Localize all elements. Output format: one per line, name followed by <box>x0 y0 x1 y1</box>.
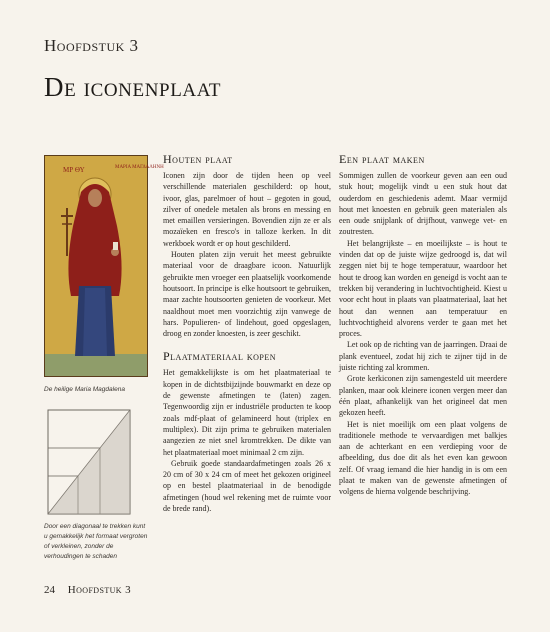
paragraph: Sommigen zullen de voorkeur geven aan een oud stuk hout; mogelijk vindt u een stuk hout dat ouderdom en geschiedenis ademt. Maar vermijd hout met knoesten en gebruik geen materialen als een oude snijplank of drijfhout, vanwege vet- en zoutresten. <box>339 171 507 237</box>
inscription-left: ΜΡ ΘΥ <box>63 166 85 174</box>
page-title: De iconenplaat <box>44 72 222 102</box>
paragraph: Gebruik goede standaardafmetingen zoals 26 x 20 cm of 30 x 24 cm of meet het gekozen origineel op en bestel plaatmateriaal in de benodigde afmetingen (houd wel rekening met de ruimte voor de brede rand). <box>163 458 331 514</box>
icon-painting-image <box>44 155 164 377</box>
paragraph: Iconen zijn door de tijden heen op veel verschillende materialen geschilderd: op hout, ivoor, glas, parelmoer of hout – gegoten in goud, zilver of onedele metalen als brons en messing en met emaillen versieringen. Bovendien zijn ze er als mozaïeken en fresco's in talloze kerken. In dit werkboek wordt er op hout geschilderd. <box>163 171 331 248</box>
section-heading-een-plaat-maken: Een plaat maken <box>339 152 425 166</box>
section-heading-plaatmateriaal-kopen: Plaatmateriaal kopen <box>163 349 277 364</box>
diagonal-diagram <box>44 406 134 518</box>
rectangle-diagonal-diagram <box>44 406 134 518</box>
paragraph: Het belangrijkste – en moeilijkste – is hout te vinden dat op de juiste wijze gedroogd is, dat wil zeggen niet bij te hoge temperatuur, waardoor het hout te droog kan worden en geneigd is vocht aan te trekken bij verandering in luchtvochtigheid. Kiest u voor echt hout in plaats van plaatmateriaal, laat het hout dan wennen aan temperatuur en luchtvochtigheid alvorens verder te gaan met het proces. <box>339 238 507 339</box>
page-footer <box>44 584 131 596</box>
paragraph: Grote kerkiconen zijn samengesteld uit meerdere planken, maar ook kleinere iconen vergen meer dan één plaat, afhankelijk van het origineel dat men gekozen heeft. <box>339 374 507 418</box>
inscription-right: ΜΑΡΙΑ ΜΑΓΔΑΛΗΝΗ <box>115 165 164 170</box>
chapter-label: Hoofdstuk 3 <box>44 36 139 55</box>
paragraph: Let ook op de richting van de jaarringen. Draai de plank eventueel, zodat hij zich te zijner tijd in de juiste richting zal krommen. <box>339 340 507 373</box>
page-number: 24 <box>44 584 55 596</box>
figure-caption-icon: De heilige Maria Magdalena <box>44 386 125 393</box>
figure-caption-diagram: Door een diagonaal te trekken kunt u gemakkelijk het formaat vergroten of verkleinen, zonder de verhoudingen te schaden <box>44 523 148 560</box>
maria-magdalena-icon <box>45 156 164 376</box>
footer-chapter: Hoofdstuk 3 <box>67 584 132 596</box>
paragraph: Het is niet moeilijk om een plaat volgens de traditionele methode te vervaardigen met balkjes aan de achterkant en een verdieping voor de afbeelding, dus doe dit als het even kan gewoon zelf. Of vraag iemand die hier handig in is om een plaat te maken van de gewenste afmetingen of volgens de hierna volgende beschrijving. <box>339 419 507 497</box>
paragraph: Het gemakkelijkste is om het plaatmateriaal te kopen in de dichtstbijzijnde bouwmarkt en deze op de gewenste afmetingen te (laten) zagen. Tegenwoordig zijn er industriële producten te koop zoals mdf-plaat of gelamineerd hout (triplex en multiplex). Dit zijn prima te gebruiken materialen aangezien ze niet snel kromtrekken. De dikte van het plaatmateriaal moet minimaal 2 cm zijn. <box>163 368 331 457</box>
text-column-right <box>339 152 507 498</box>
paragraph: Houten platen zijn veruit het meest gebruikte materiaal voor de draagbare icoon. Natuurlijk gebruikte men vroeger een plaatselijk voorkomende houtsoort. In principe is elke houtsoort te gebruiken, maar zachte houtsoorten genieten de voorkeur. Met naaldhout moet men voorzichtig zijn vanwege de hars. Populieren- of lindehout, goed opgeslagen, droog en zonder knoesten, is zeer geschikt. <box>163 250 331 339</box>
text-column-left <box>163 152 331 514</box>
section-heading-houten-plaat: Houten plaat <box>163 152 233 166</box>
